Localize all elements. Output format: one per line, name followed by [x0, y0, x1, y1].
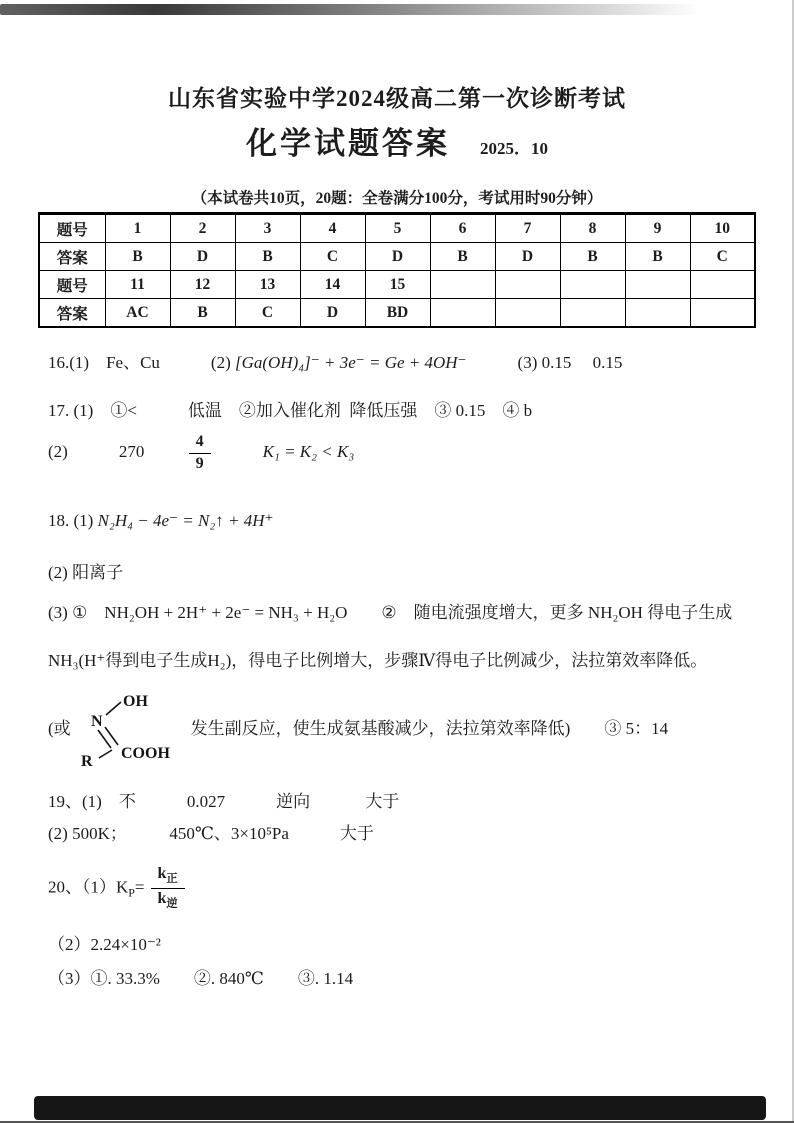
row-label: 答案: [39, 243, 105, 271]
question-number-cell: [690, 271, 755, 299]
r-label: R: [80, 753, 93, 770]
k-reverse-base: k: [157, 889, 167, 907]
question-number-cell: 2: [170, 214, 235, 243]
answer-cell: B: [625, 243, 690, 271]
answer-cell: B: [105, 243, 170, 271]
q16-ion-equation: [Ga(OH)₄]⁻ + 3e⁻ = Ge + 4OH⁻: [234, 353, 467, 372]
q18-electrode-equation: N₂H₄ − 4e⁻ = N₂↑ + 4H⁺: [97, 511, 274, 530]
q16-suffix: (3) 0.15 0.15: [466, 353, 623, 372]
q18-side-reaction-line: [48, 688, 764, 770]
row-label: 题号: [39, 271, 105, 299]
question-number-cell: 10: [690, 214, 755, 243]
kp-rate-fraction: [151, 866, 185, 911]
answer-cell: C: [300, 243, 365, 271]
q20-line2: （2）2.24×10⁻²: [48, 935, 161, 954]
question-number-cell: 13: [235, 271, 300, 299]
question-number-cell: 7: [495, 214, 560, 243]
question-number-cell: [430, 271, 495, 299]
scan-artifact-bottom: [34, 1096, 766, 1120]
equals-sign: =: [134, 877, 145, 897]
oxime-structure-diagram: [75, 688, 187, 770]
fraction-numerator: 4: [189, 434, 211, 454]
q18-line1-prefix: 18. (1): [48, 511, 98, 530]
answer-cell: C: [235, 299, 300, 328]
q20-line1: [48, 866, 764, 911]
table-row: [39, 299, 755, 328]
fraction-4-9: [189, 434, 211, 473]
answer-cell: [690, 299, 755, 328]
question-number-cell: 15: [365, 271, 430, 299]
q19-line1: 19、(1) 不 0.027 逆向 大于: [48, 792, 400, 811]
answer-table: [38, 212, 756, 328]
q18-line2: (2) 阳离子: [48, 563, 124, 582]
k-reverse-sub: 逆: [166, 898, 178, 911]
c-r-bond: [99, 750, 112, 758]
question-number-cell: [495, 271, 560, 299]
question-number-cell: 9: [625, 214, 690, 243]
answer-cell: [495, 299, 560, 328]
question-number-cell: [625, 271, 690, 299]
q18-line4: NH₃(H⁺得到电子生成H₂)，得电子比例增大，步骤Ⅳ得电子比例减少，法拉第效率降低。: [48, 651, 708, 670]
answer-cell: D: [170, 243, 235, 271]
answer-cell: B: [235, 243, 300, 271]
q20-line3: （3）①. 33.3% ②. 840℃ ③. 1.14: [48, 969, 354, 988]
answer-cell: D: [300, 299, 365, 328]
question-number-cell: [560, 271, 625, 299]
answer-cell: B: [560, 243, 625, 271]
oh-label: OH: [122, 693, 148, 710]
n-oh-bond: [106, 702, 121, 715]
kp-fraction-numerator: [151, 866, 185, 889]
q16-prefix: 16.(1) Fe、Cu (2): [48, 353, 235, 372]
q20-kp-prefix: 20、（1）K: [48, 877, 129, 897]
question-number-cell: 1: [105, 214, 170, 243]
question-number-cell: 8: [560, 214, 625, 243]
answer-sheet-title: 化学试题答案: [246, 126, 450, 161]
answer-cell: B: [170, 299, 235, 328]
question-number-cell: 6: [430, 214, 495, 243]
exam-date: 2025．10: [480, 139, 548, 158]
table-row: [39, 243, 755, 271]
q16-answer-line: [48, 352, 764, 375]
question-number-cell: 14: [300, 271, 365, 299]
table-row: [39, 214, 755, 243]
k-forward-base: k: [157, 865, 167, 882]
fraction-denominator: 9: [195, 454, 204, 472]
q17-line2: [48, 434, 764, 473]
question-number-cell: 3: [235, 214, 300, 243]
exam-note: （本试卷共10页，20题：全卷满分100分，考试用时90分钟）: [191, 190, 603, 207]
table-row: [39, 271, 755, 299]
answer-cell: D: [365, 243, 430, 271]
exam-title: 山东省实验中学2024级高二第一次诊断考试: [168, 86, 626, 111]
question-number-cell: 5: [365, 214, 430, 243]
scan-artifact-top: [0, 4, 700, 15]
answer-cell: [625, 299, 690, 328]
answer-cell: BD: [365, 299, 430, 328]
q18-line3: (3) ① NH₂OH + 2H⁺ + 2e⁻ = NH₃ + H₂O ② 随电流强度增大，更多 NH₂OH 得电子生成: [48, 603, 733, 622]
answer-cell: [430, 299, 495, 328]
subtitle-row: [0, 118, 794, 163]
n-label: N: [90, 713, 103, 730]
question-number-cell: 4: [300, 214, 365, 243]
q18-or-open: (或: [48, 718, 71, 738]
cooh-label: COOH: [120, 745, 170, 762]
kp-subscript: P: [128, 885, 135, 900]
q19-line2: (2) 500K； 450℃、3×10⁵Pa 大于: [48, 824, 374, 843]
q18-or-text: 发生副反应，使生成氨基酸减少，法拉第效率降低) ③ 5：14: [190, 718, 669, 738]
q17-line2-values: (2) 270: [48, 442, 183, 462]
q17-k-relation: K₁ = K₂ < K₃: [262, 442, 355, 462]
k-forward-sub: 正: [166, 873, 178, 886]
row-label: 题号: [39, 214, 105, 243]
question-number-cell: 11: [105, 271, 170, 299]
answer-cell: C: [690, 243, 755, 271]
answer-cell: D: [495, 243, 560, 271]
answer-cell: AC: [105, 299, 170, 328]
kp-fraction-denominator: [151, 889, 185, 911]
question-number-cell: 12: [170, 271, 235, 299]
q18-line1: [48, 510, 764, 533]
answer-cell: B: [430, 243, 495, 271]
q17-line1: 17. (1) ①< 低温 ②加入催化剂 降低压强 ③ 0.15 ④ b: [48, 401, 533, 420]
answer-cell: [560, 299, 625, 328]
row-label: 答案: [39, 299, 105, 328]
